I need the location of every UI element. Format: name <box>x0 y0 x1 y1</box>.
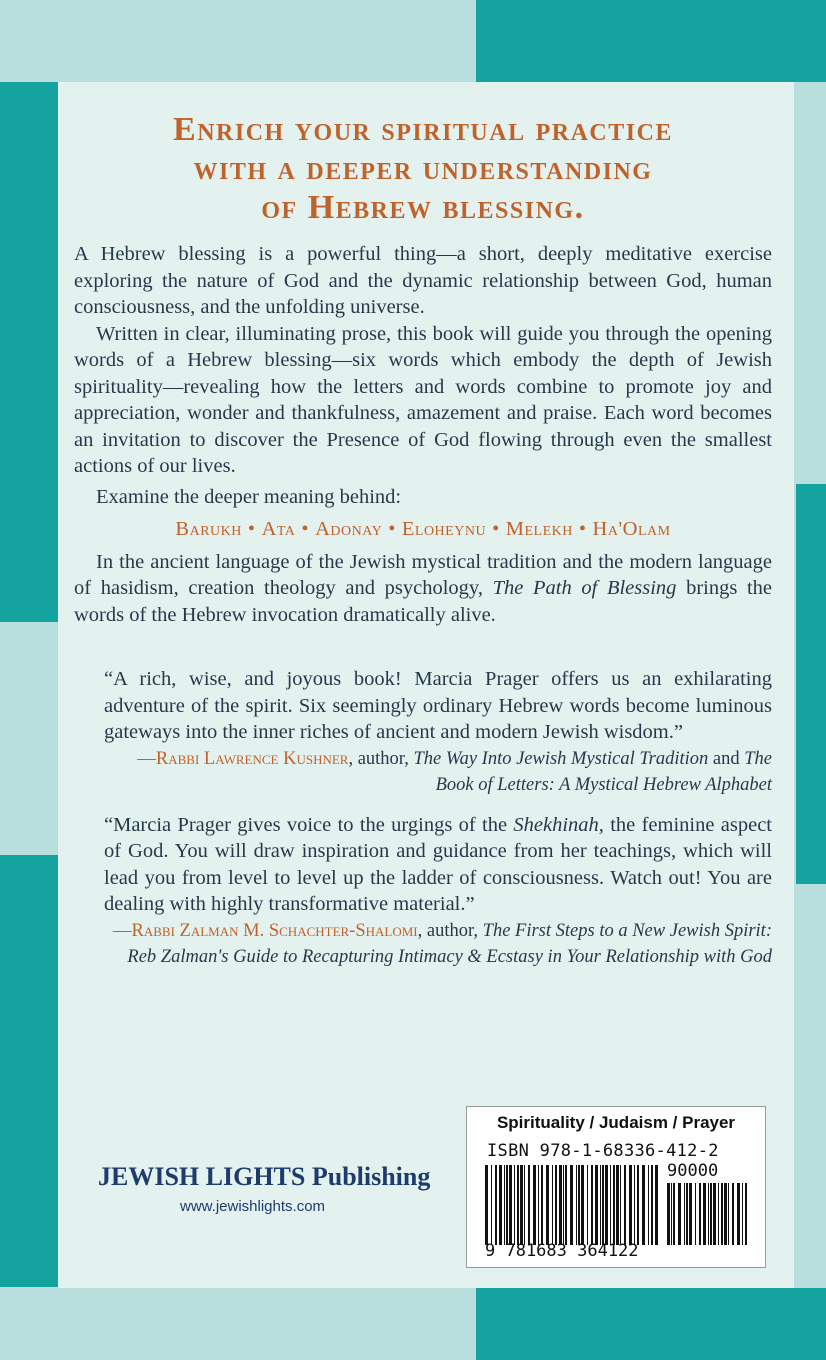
barcode-bar <box>642 1165 645 1245</box>
left-mid-block <box>0 82 58 622</box>
barcode-bar <box>538 1165 539 1245</box>
barcode-bar <box>671 1183 672 1245</box>
separator: • <box>578 517 587 540</box>
description-paragraph: Written in clear, illuminating prose, this book will guide you through the opening words of a Hebrew blessing—six words which embody the depth of Jewish spirituality—revealing how the letters and words combine to promote joy and appreciation, wonder and thankfulness, amazement and praise. Each word becomes an invitation to discover the Presence of God flowing through even the smallest actions of our lives. <box>74 322 772 477</box>
barcode-bar <box>495 1165 497 1245</box>
barcode-bar <box>613 1165 615 1245</box>
barcode-bar <box>595 1165 598 1245</box>
intro-paragraph: A Hebrew blessing is a powerful thing—a short, deeply meditative exercise exploring the nature of God and the dynamic relationship between God, human consciousness, and the unfolding universe. <box>74 243 772 318</box>
back-cover-content <box>74 96 772 970</box>
headline-line-1: Enrich your spiritual practice <box>173 111 673 148</box>
barcode-bar <box>673 1183 675 1245</box>
barcode-bar <box>721 1183 723 1245</box>
separator: • <box>388 517 396 540</box>
barcode-bar <box>708 1183 709 1245</box>
headline <box>74 110 772 227</box>
separator: • <box>247 517 256 540</box>
separator: • <box>492 517 500 540</box>
quote-text-b: the feminine aspect of God. You will draw inspiration and guidance from her teachings, which will lead you from level to level up the ladder of consciousness. Watch out! You are dealing with highly transformative material.” <box>104 813 772 915</box>
barcode-bar <box>528 1165 530 1245</box>
bottom-block <box>476 1288 826 1360</box>
quote-italic: Shekhinah, <box>513 813 604 836</box>
barcode-bar <box>491 1165 492 1245</box>
word-ata: Ata <box>261 517 296 540</box>
barcode-bar <box>587 1165 588 1245</box>
barcode-bar <box>520 1165 523 1245</box>
category-label: Spirituality / Judaism / Prayer <box>496 1113 736 1132</box>
barcode-bar <box>648 1165 649 1245</box>
barcode-bar <box>605 1165 608 1245</box>
top-right-block <box>476 0 826 82</box>
barcode-box <box>466 1106 766 1268</box>
word-adonay: Adonay <box>315 517 383 540</box>
endorser-role: , author, <box>417 920 483 941</box>
barcode-bar <box>678 1183 681 1245</box>
barcode-bar <box>710 1183 712 1245</box>
quote-text-a: “Marcia Prager gives voice to the urgings of the <box>104 813 514 836</box>
barcode-bar <box>514 1165 515 1245</box>
barcode-bar <box>565 1165 567 1245</box>
barcode-bar <box>742 1183 743 1245</box>
right-mid-block <box>796 484 826 884</box>
barcode-bar <box>533 1165 536 1245</box>
barcode-bar <box>499 1165 502 1245</box>
barcode-bar <box>517 1165 519 1245</box>
word-haolam: Ha'Olam <box>592 517 671 540</box>
barcode-bar <box>629 1165 632 1245</box>
book-title: The Path of Blessing <box>492 577 677 599</box>
endorser-book-2: The Book of Letters: A Mystical Hebrew Alphabet <box>435 748 772 795</box>
barcode-bar <box>624 1165 626 1245</box>
language-paragraph <box>74 549 772 629</box>
blessing-words <box>74 518 772 541</box>
barcode-bar <box>637 1165 639 1245</box>
endorser-book: The First Steps to a New Jewish Spirit: Reb Zalman's Guide to Recapturing Intimacy & Ecstasy in Your Relationship with God <box>127 920 772 967</box>
headline-line-3: of Hebrew blessing. <box>261 189 585 226</box>
separator: • <box>301 517 310 540</box>
barcode-bar <box>563 1165 564 1245</box>
barcode-bar <box>504 1165 505 1245</box>
barcode-bar <box>610 1165 611 1245</box>
barcode-bar <box>634 1165 635 1245</box>
barcode-bar <box>737 1183 740 1245</box>
barcode-bar <box>546 1165 549 1245</box>
left-lower-block <box>0 855 58 1287</box>
barcode-bar <box>724 1183 727 1245</box>
isbn-label: ISBN 978-1-68336-412-2 <box>487 1141 719 1161</box>
barcode-bar <box>506 1165 508 1245</box>
barcode-bar <box>581 1165 584 1245</box>
and-text: and <box>708 748 745 769</box>
endorser-name: —Rabbi Zalman M. Schachter-Shalomi <box>113 920 418 941</box>
quote-attribution <box>104 746 772 798</box>
barcode-bar <box>485 1165 488 1245</box>
barcode-bar <box>591 1165 593 1245</box>
barcode-bar <box>559 1165 562 1245</box>
barcode-bar <box>509 1165 512 1245</box>
barcode-bar <box>620 1165 621 1245</box>
language-text-b: brings the words of the Hebrew invocation dramatically alive. <box>74 577 772 626</box>
endorser-name: —Rabbi Lawrence Kushner <box>137 748 349 769</box>
barcode-bar <box>655 1165 658 1245</box>
barcode-bar <box>570 1165 573 1245</box>
barcode-bar <box>689 1183 692 1245</box>
endorser-role: , author, <box>348 748 414 769</box>
barcode-bar <box>684 1183 685 1245</box>
quote-text <box>104 812 772 918</box>
barcode-bar <box>555 1165 557 1245</box>
barcode-bar <box>732 1183 734 1245</box>
barcode-bar <box>552 1165 553 1245</box>
barcode-bar <box>713 1183 716 1245</box>
quote-attribution <box>104 918 772 970</box>
barcode-number: 9 781683 364122 <box>485 1241 639 1261</box>
barcode-bar <box>616 1165 619 1245</box>
price-code: 90000 <box>667 1161 719 1181</box>
headline-line-2: with a deeper understanding <box>193 150 653 187</box>
barcode-bar <box>578 1165 580 1245</box>
barcode-bar <box>541 1165 543 1245</box>
barcode-bar <box>576 1165 577 1245</box>
quote-text: “A rich, wise, and joyous book! Marcia Prager offers us an exhilarating adventure of the spirit. Six seemingly ordinary Hebrew words become luminous gateways into the inner riches of ancient and modern Jewish wisdom.” <box>104 668 772 743</box>
barcode-bar <box>667 1183 670 1245</box>
word-melekh: Melekh <box>505 517 573 540</box>
barcode-bar <box>602 1165 604 1245</box>
barcode-bar <box>718 1183 719 1245</box>
publisher-logo: JEWISH LIGHTS Publishing <box>98 1162 431 1191</box>
examine-line: Examine the deeper meaning behind: <box>96 485 402 508</box>
endorser-book-1: The Way Into Jewish Mystical Tradition <box>413 748 709 769</box>
barcode-bar <box>699 1183 701 1245</box>
word-barukh: Barukh <box>175 517 242 540</box>
barcode-bar <box>745 1183 747 1245</box>
endorsement-kushner <box>74 666 772 798</box>
language-text-a: In the ancient language of the Jewish mystical tradition and the modern language of hasidism, creation theology and psychology, <box>74 550 772 599</box>
barcode-bar <box>728 1183 729 1245</box>
barcode-bar <box>686 1183 688 1245</box>
word-eloheynu: Eloheynu <box>401 517 487 540</box>
barcode-bar <box>651 1165 653 1245</box>
barcode-bar <box>600 1165 601 1245</box>
endorsement-schachter <box>74 812 772 970</box>
publisher-url[interactable]: www.jewishlights.com <box>180 1198 326 1215</box>
barcode-bar <box>703 1183 706 1245</box>
barcode-bar <box>695 1183 696 1245</box>
barcode-bar <box>524 1165 525 1245</box>
